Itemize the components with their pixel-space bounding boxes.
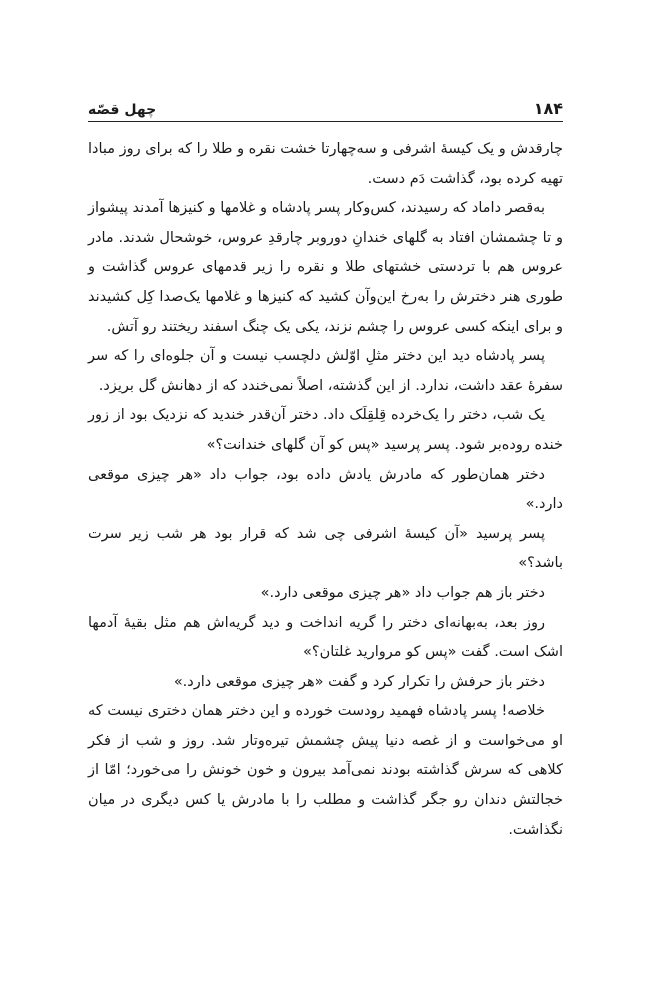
paragraph: به‌قصر داماد که رسیدند، کس‌وکار پسر پادشاه و غلامها و کنیزها آمدند پیشواز و تا چشمشان افتاد به گلهای خندانِ دوروبر چارقدِ عروس، خوشحال شدند. مادر عروس هم با تردستی خشتهای طلا و نقره را زیر قدمهای عروس گذاشت و طوری هنر دخترش را به‌رخ این‌وآن کشید که کنیزها و غلامها یک‌صدا کِل کشیدند و برای اینکه کسی عروس را چشم نزند، یکی یک چنگ اسفند ریختند رو آتش. [88,200,563,335]
paragraph: خلاصه! پسر پادشاه فهمید رودست خورده و این دختر همان دختری نیست که او می‌خواست و از غصه دنیا پیش چشمش تیره‌وتار شد. روز و شب از فکر کلاهی که سرش گذاشته بودند نمی‌آمد بیرون و خون خونش را می‌خورد؛ امّا از خجالتش دندان رو جگر گذاشت و مطلب را با مادرش یا کس دیگری در میان نگذاشت. [88,703,563,838]
paragraph: پسر پادشاه دید این دختر مثلِ اوّلش دلچسب نیست و آن جلوه‌ای را که سر سفرهٔ عقد داشت، ندارد. از این گذشته، اصلاً نمی‌خندد که از دهانش گل بریزد. [88,348,563,394]
header-divider [88,121,563,122]
paragraph: یک شب، دختر را یک‌خرده قِلقِلَک داد. دختر آن‌قدر خندید که نزدیک بود از زور خنده روده‌بر شود. پسر پرسید «پس کو آن گلهای خندانت؟» [88,407,563,453]
story-text [88,135,563,845]
book-title: چهل قصّه [88,102,157,118]
paragraph: دختر همان‌طور که مادرش یادش داده بود، جواب داد «هر چیزی موقعی دارد.» [88,466,563,513]
paragraph: پسر پرسید «آن کیسهٔ اشرفی چی شد که قرار بود هر شب زیر سرت باشد؟» [88,525,563,572]
paragraph: روز بعد، به‌بهانه‌ای دختر را گریه انداخت و دید گریه‌اش هم مثل بقیهٔ آدمها اشک است. گفت «پس کو مروارید غلتان؟» [88,614,563,661]
paragraph: چارقدش و یک کیسهٔ اشرفی و سه‌چهارتا خشت نقره و طلا را که برای روز مبادا تهیه کرده بود، گذاشت دَم دست. [88,141,563,187]
running-header [88,92,563,118]
paragraph: دختر باز حرفش را تکرار کرد و گفت «هر چیزی موقعی دارد.» [173,673,545,690]
paragraph: دختر باز هم جواب داد «هر چیزی موقعی دارد.» [260,584,545,601]
page-number: ۱۸۴ [533,99,563,118]
